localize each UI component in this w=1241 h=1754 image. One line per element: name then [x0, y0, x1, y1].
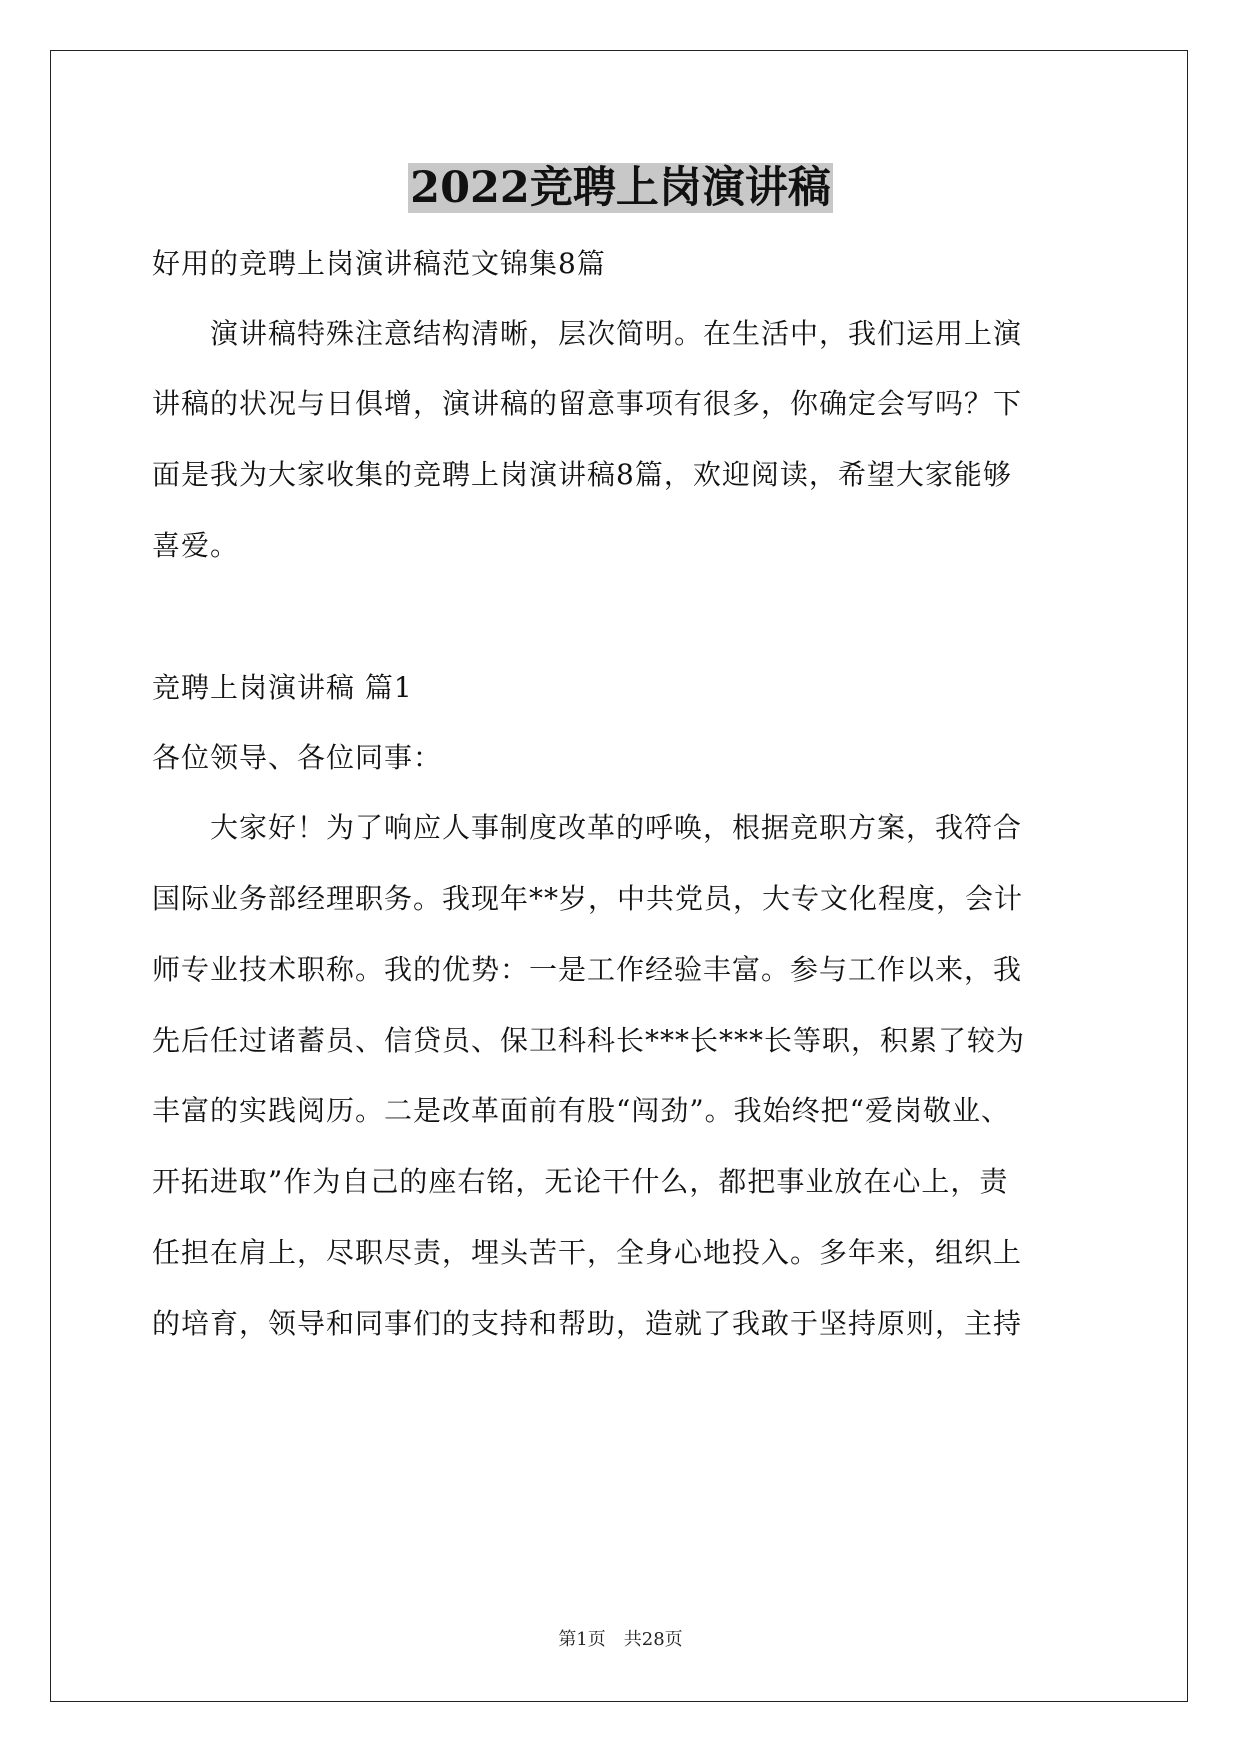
document-subtitle: 好用的竞聘上岗演讲稿范文锦集8篇	[152, 247, 606, 280]
body-line-8: 的培育，领导和同事们的支持和帮助，造就了我敢于坚持原则，主持	[152, 1307, 1023, 1340]
section-heading: 竞聘上岗演讲稿 篇1	[152, 671, 413, 704]
document-title-text: 2022竞聘上岗演讲稿	[410, 163, 831, 213]
body-line-3: 师专业技术职称。我的优势：一是工作经验丰富。参与工作以来，我	[152, 953, 1023, 986]
page-border	[50, 50, 1188, 1702]
intro-line-4: 喜爱。	[152, 529, 240, 562]
body-line-2: 国际业务部经理职务。我现年**岁，中共党员，大专文化程度，会计	[152, 882, 1024, 915]
intro-line-2: 讲稿的状况与日俱增，演讲稿的留意事项有很多，你确定会写吗？下	[152, 387, 1023, 420]
document-title	[0, 158, 1241, 218]
salutation: 各位领导、各位同事：	[152, 741, 443, 774]
body-line-5: 丰富的实践阅历。二是改革面前有股“闯劲”。我始终把“爱岗敬业、	[152, 1094, 1010, 1127]
intro-line-3: 面是我为大家收集的竞聘上岗演讲稿8篇，欢迎阅读，希望大家能够	[152, 458, 1012, 491]
body-line-6: 开拓进取”作为自己的座右铭，无论干什么，都把事业放在心上，责	[152, 1165, 1009, 1198]
body-line-1: 大家好！为了响应人事制度改革的呼唤，根据竞职方案，我符合	[152, 811, 1023, 844]
body-line-7: 任担在肩上，尽职尽责，埋头苦干，全身心地投入。多年来，组织上	[152, 1236, 1023, 1269]
intro-line-1: 演讲稿特殊注意结构清晰，层次简明。在生活中，我们运用上演	[152, 317, 1023, 350]
page-footer: 第1页 共28页	[558, 1629, 683, 1650]
body-line-4: 先后任过诸蓄员、信贷员、保卫科科长***长***长等职，积累了较为	[152, 1024, 1026, 1057]
